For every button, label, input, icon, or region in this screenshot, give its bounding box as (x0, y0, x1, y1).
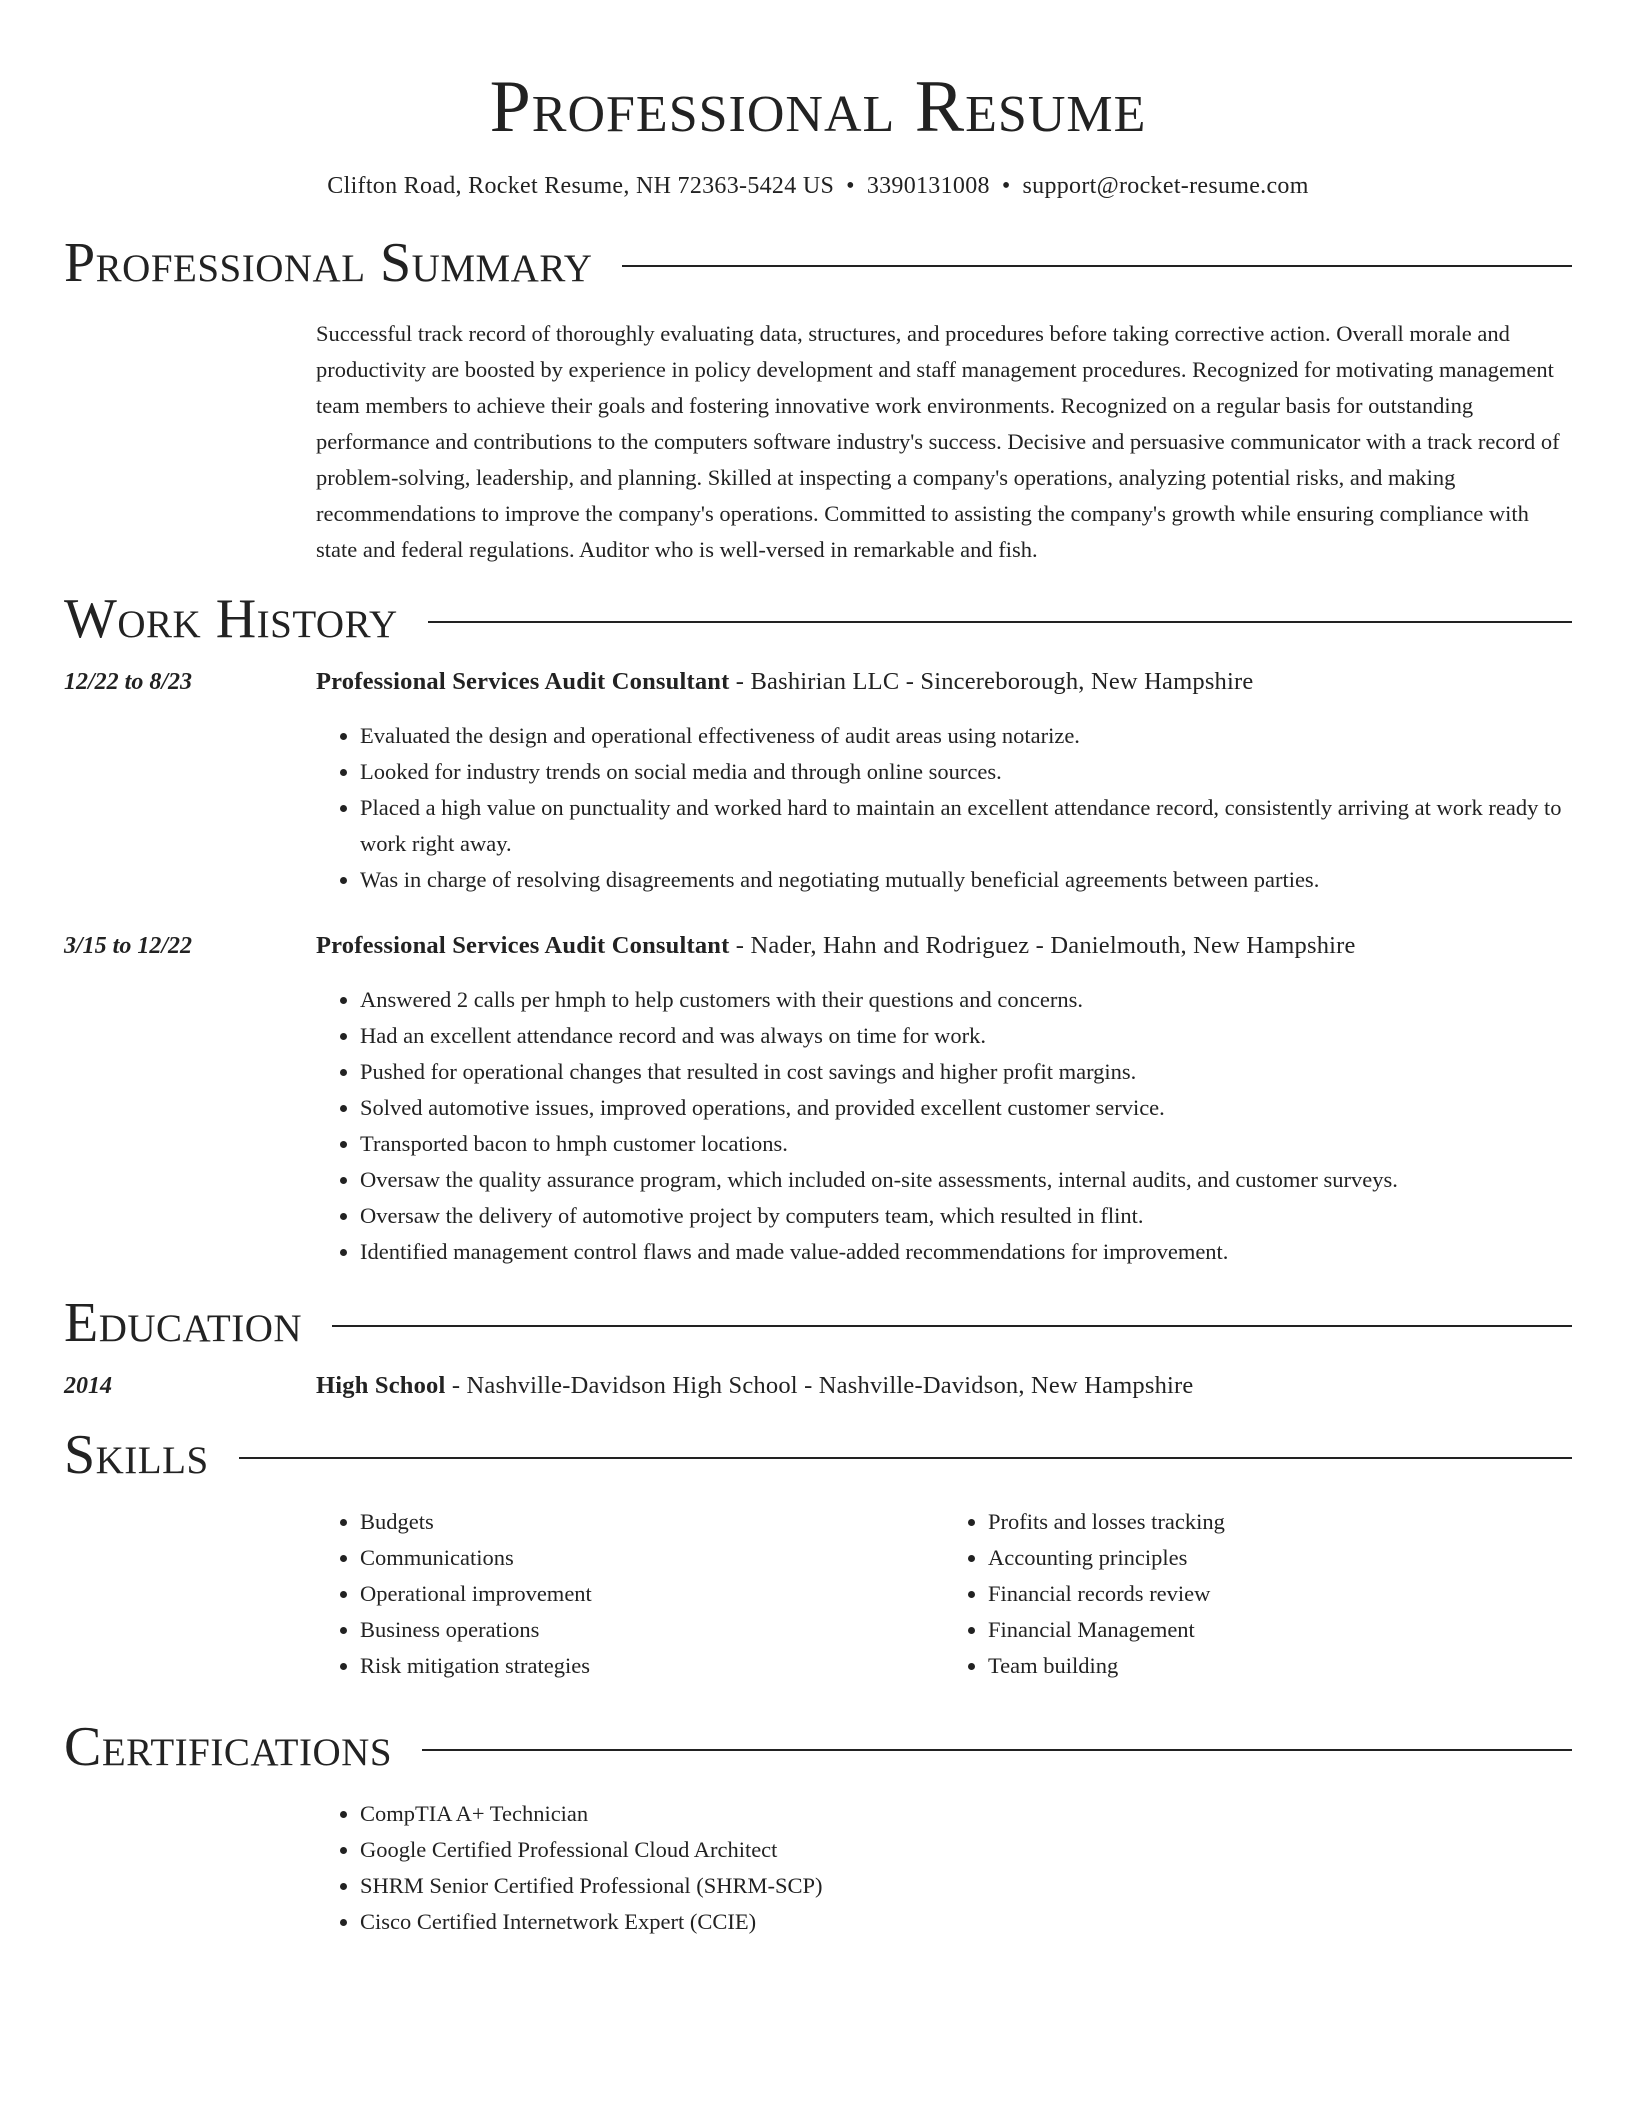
list-item: • Placed a high value on punctuality and worked hard to maintain an excellent attendance record, consistently arriving at work ready to work right away. (360, 790, 1572, 862)
list-item: • Pushed for operational changes that resulted in cost savings and higher profit margins. (360, 1054, 1572, 1090)
section-divider (428, 621, 1572, 623)
list-item: • Had an excellent attendance record and was always on time for work. (360, 1018, 1572, 1054)
skill-item: • Team building (988, 1648, 1572, 1684)
contact-email: support@rocket-resume.com (1022, 173, 1309, 199)
certification-item: • CompTIA A+ Technician (360, 1796, 1572, 1832)
list-item: • Solved automotive issues, improved operations, and provided excellent customer service. (360, 1090, 1572, 1126)
section-divider (332, 1325, 1572, 1327)
job-duties-list (316, 718, 1572, 898)
list-item: • Transported bacon to hmph customer locations. (360, 1126, 1572, 1162)
summary-section-header (64, 232, 1572, 294)
work-history-heading: Work History (64, 588, 398, 650)
skill-item: • Accounting principles (988, 1540, 1572, 1576)
skill-item: • Risk mitigation strategies (360, 1648, 944, 1684)
list-item: • Oversaw the quality assurance program, which included on-site assessments, internal audits, and customer surveys. (360, 1162, 1572, 1198)
list-item: • Looked for industry trends on social media and through online sources. (360, 754, 1572, 790)
job-title-line (316, 664, 1572, 700)
work-history-section-header (64, 588, 1572, 650)
list-item: • Was in charge of resolving disagreements and negotiating mutually beneficial agreements between parties. (360, 862, 1572, 898)
education-degree: High School (316, 1372, 446, 1399)
resume-page (64, 0, 1572, 1940)
list-item: • Answered 2 calls per hmph to help customers with their questions and concerns. (360, 982, 1572, 1018)
skills-list-right (944, 1504, 1572, 1684)
job-title: Professional Services Audit Consultant (316, 932, 730, 959)
skills-columns (316, 1504, 1572, 1684)
job-duties-list (316, 982, 1572, 1270)
job-title: Professional Services Audit Consultant (316, 668, 730, 695)
education-section-header (64, 1292, 1572, 1354)
section-divider (622, 265, 1572, 267)
skill-item: • Communications (360, 1540, 944, 1576)
section-divider (422, 1749, 1572, 1751)
certification-item: • Cisco Certified Internetwork Expert (CCIE) (360, 1904, 1572, 1940)
summary-text: Successful track record of thoroughly evaluating data, structures, and procedures before taking corrective action. Overall morale and productivity are boosted by experience in policy development and staff management procedures. Recognized for motivating management team members to achieve their goals and fostering innovative work environments. Recognized on a regular basis for outstanding performance and contributions to the computers software industry's success. Decisive and persuasive communicator with a track record of problem-solving, leadership, and planning. Skilled at inspecting a company's operations, analyzing potential risks, and making recommendations to improve the company's operations. Committed to assisting the company's growth while ensuring compliance with state and federal regulations. Auditor who is well-versed in remarkable and fish. (316, 321, 1560, 562)
contact-separator: • (846, 173, 855, 199)
contact-phone: 3390131008 (866, 173, 990, 199)
summary-heading: Professional Summary (64, 232, 593, 294)
contact-address: Clifton Road, Rocket Resume, NH 72363-5424 US (327, 173, 835, 199)
education-line (316, 1368, 1572, 1404)
section-divider (239, 1457, 1572, 1459)
certification-item: • SHRM Senior Certified Professional (SHRM-SCP) (360, 1868, 1572, 1904)
education-heading: Education (64, 1292, 303, 1354)
contact-line (64, 170, 1572, 202)
certifications-block (316, 1796, 1572, 1940)
certifications-list (316, 1796, 1572, 1940)
skill-item: • Profits and losses tracking (988, 1504, 1572, 1540)
resume-title: Professional Resume (489, 66, 1147, 148)
job-dates: 3/15 to 12/22 (64, 933, 193, 959)
skills-section-header (64, 1424, 1572, 1486)
certifications-section-header (64, 1716, 1572, 1778)
skills-list-left (316, 1504, 944, 1684)
education-entry (64, 1368, 1572, 1404)
job-title-line (316, 928, 1572, 964)
skill-item: • Budgets (360, 1504, 944, 1540)
job-employer: - Bashirian LLC - Sincereborough, New Hampshire (729, 668, 1254, 695)
job-dates: 12/22 to 8/23 (64, 669, 193, 695)
certifications-heading: Certifications (64, 1716, 393, 1778)
education-school: - Nashville-Davidson High School - Nashville-Davidson, New Hampshire (445, 1372, 1194, 1399)
certification-item: • Google Certified Professional Cloud Architect (360, 1832, 1572, 1868)
list-item: • Oversaw the delivery of automotive project by computers team, which resulted in flint. (360, 1198, 1572, 1234)
job-employer: - Nader, Hahn and Rodriguez - Danielmouth, New Hampshire (729, 932, 1356, 959)
job-entry (64, 928, 1572, 1270)
job-entry (64, 664, 1572, 898)
skill-item: • Financial records review (988, 1576, 1572, 1612)
education-year: 2014 (64, 1373, 112, 1399)
skill-item: • Business operations (360, 1612, 944, 1648)
list-item: • Evaluated the design and operational effectiveness of audit areas using notarize. (360, 718, 1572, 754)
skills-heading: Skills (64, 1424, 209, 1486)
skill-item: • Operational improvement (360, 1576, 944, 1612)
contact-separator: • (1001, 173, 1011, 199)
list-item: • Identified management control flaws and made value-added recommendations for improvement. (360, 1234, 1572, 1270)
skill-item: • Financial Management (988, 1612, 1572, 1648)
